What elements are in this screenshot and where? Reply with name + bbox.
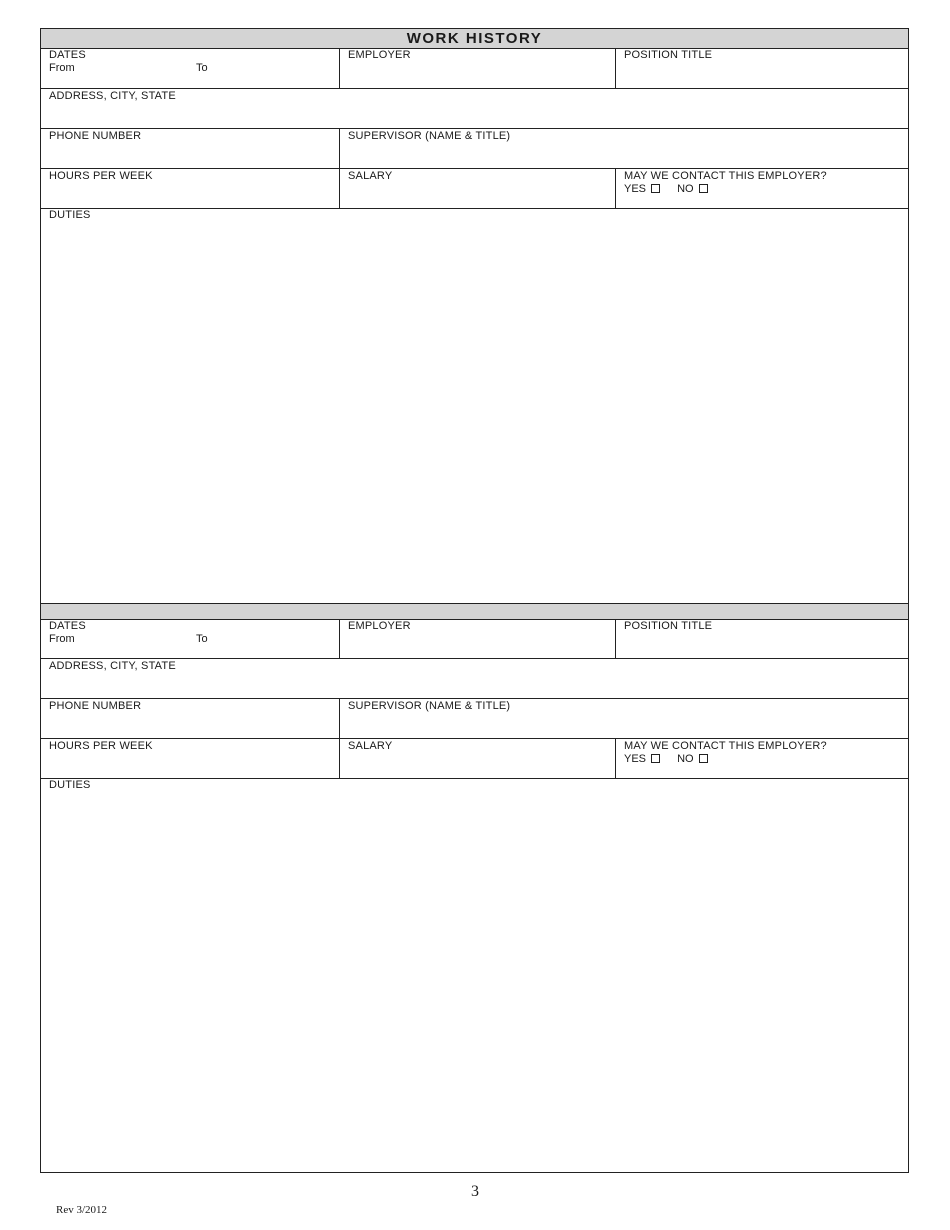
supervisor-field[interactable] bbox=[340, 699, 908, 739]
phone-label: PHONE NUMBER bbox=[49, 700, 142, 712]
position-title-field[interactable] bbox=[616, 619, 908, 659]
contact-employer-label: MAY WE CONTACT THIS EMPLOYER? bbox=[624, 740, 827, 752]
duties-field[interactable] bbox=[41, 209, 908, 603]
work-history-form bbox=[40, 28, 909, 1173]
position-title-label: POSITION TITLE bbox=[624, 620, 713, 632]
supervisor-field[interactable] bbox=[340, 129, 908, 169]
position-title-field[interactable] bbox=[616, 48, 908, 89]
dates-label: DATES bbox=[49, 49, 86, 61]
duties-field[interactable] bbox=[41, 779, 908, 1172]
section-separator bbox=[41, 603, 908, 620]
salary-label: SALARY bbox=[348, 170, 393, 182]
page-number: 3 bbox=[471, 1183, 479, 1200]
address-label: ADDRESS, CITY, STATE bbox=[49, 660, 176, 672]
dates-to-label: To bbox=[196, 633, 208, 645]
supervisor-label: SUPERVISOR (NAME & TITLE) bbox=[348, 130, 511, 142]
hours-label: HOURS PER WEEK bbox=[49, 740, 153, 752]
contact-employer-field bbox=[616, 169, 908, 209]
yes-label: YES bbox=[624, 183, 647, 195]
revision-label: Rev 3/2012 bbox=[56, 1204, 108, 1216]
dates-field[interactable] bbox=[41, 48, 340, 89]
employer-label: EMPLOYER bbox=[348, 49, 411, 61]
dates-field[interactable] bbox=[41, 619, 340, 659]
dates-label: DATES bbox=[49, 620, 86, 632]
dates-to-label: To bbox=[196, 62, 208, 74]
supervisor-label: SUPERVISOR (NAME & TITLE) bbox=[348, 700, 511, 712]
no-checkbox[interactable] bbox=[699, 184, 708, 193]
phone-field[interactable] bbox=[41, 699, 340, 739]
salary-field[interactable] bbox=[340, 739, 616, 779]
phone-label: PHONE NUMBER bbox=[49, 130, 142, 142]
employer-field[interactable] bbox=[340, 619, 616, 659]
contact-employer-label: MAY WE CONTACT THIS EMPLOYER? bbox=[624, 170, 827, 182]
contact-employer-field bbox=[616, 739, 908, 779]
yes-checkbox[interactable] bbox=[651, 184, 660, 193]
no-checkbox[interactable] bbox=[699, 754, 708, 763]
employer-field[interactable] bbox=[340, 48, 616, 89]
dates-from-label: From bbox=[49, 633, 75, 645]
no-label: NO bbox=[677, 753, 694, 765]
salary-field[interactable] bbox=[340, 169, 616, 209]
hours-field[interactable] bbox=[41, 169, 340, 209]
hours-field[interactable] bbox=[41, 739, 340, 779]
no-label: NO bbox=[677, 183, 694, 195]
duties-label: DUTIES bbox=[49, 779, 91, 791]
hours-label: HOURS PER WEEK bbox=[49, 170, 153, 182]
position-title-label: POSITION TITLE bbox=[624, 49, 713, 61]
form-title: WORK HISTORY bbox=[41, 29, 908, 49]
yes-label: YES bbox=[624, 753, 647, 765]
address-field[interactable] bbox=[41, 89, 908, 129]
address-field[interactable] bbox=[41, 659, 908, 699]
employer-label: EMPLOYER bbox=[348, 620, 411, 632]
dates-from-label: From bbox=[49, 62, 75, 74]
salary-label: SALARY bbox=[348, 740, 393, 752]
phone-field[interactable] bbox=[41, 129, 340, 169]
yes-checkbox[interactable] bbox=[651, 754, 660, 763]
address-label: ADDRESS, CITY, STATE bbox=[49, 90, 176, 102]
duties-label: DUTIES bbox=[49, 209, 91, 221]
